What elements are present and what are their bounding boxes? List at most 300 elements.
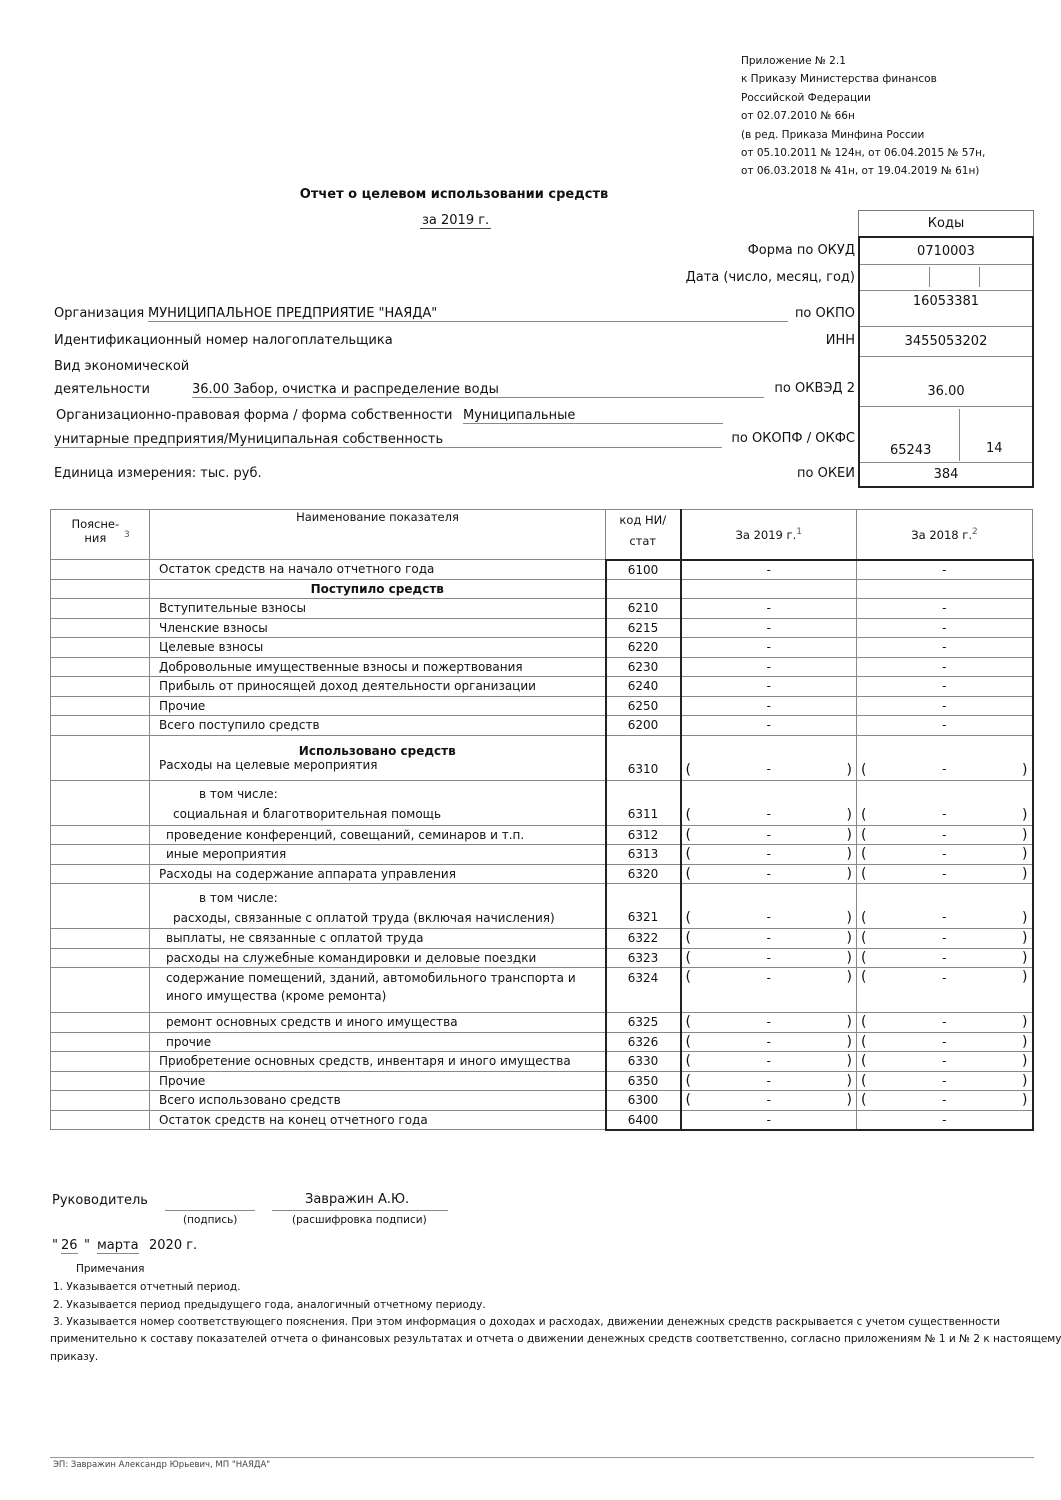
legal-form-label: Организационно-правовая форма / форма собственности <box>56 408 453 423</box>
table-row <box>51 825 1033 845</box>
table-row <box>51 780 1033 825</box>
code-cell: 6250 <box>606 696 681 716</box>
org-label: Организация <box>54 306 145 321</box>
code-cell: 6312 <box>606 825 681 845</box>
header-year-previous: За 2018 г.$^2$ <box>857 510 1033 560</box>
table-row <box>51 845 1033 865</box>
note-cell <box>51 657 150 677</box>
paren-open: ( <box>685 1092 691 1108</box>
value-previous-year <box>857 1052 1033 1072</box>
note-cell <box>51 864 150 884</box>
value-current-year <box>681 716 857 736</box>
paren-close: ) <box>846 1092 852 1108</box>
value: - <box>766 847 771 862</box>
paren-close: ) <box>1022 826 1028 843</box>
note-cell <box>51 825 150 845</box>
okopf-cell <box>860 407 1032 463</box>
okopf-label: по ОКОПФ / ОКФС <box>731 431 855 446</box>
note-item: 1. Указывается отчетный период. <box>53 1281 241 1293</box>
code-cell: 6321 <box>606 884 681 929</box>
paren-close: ) <box>846 969 852 985</box>
value-previous-year <box>857 677 1033 697</box>
date-quote-close: " <box>84 1238 90 1253</box>
paren-open: ( <box>861 949 867 966</box>
note-cell <box>51 884 150 929</box>
value-current-year <box>681 845 857 865</box>
value-current-year <box>681 864 857 884</box>
paren-open: ( <box>861 1033 867 1050</box>
signer-name: Завражин А.Ю. <box>305 1192 410 1207</box>
code-cell: 6325 <box>606 1013 681 1033</box>
table-row <box>51 1110 1033 1130</box>
value: - <box>766 806 771 821</box>
paren-close: ) <box>1022 949 1028 966</box>
value: - <box>766 971 771 985</box>
unit-label: Единица измерения: тыс. руб. <box>54 466 262 481</box>
value-current-year <box>681 735 857 780</box>
indicator-name: Всего поступило средств <box>150 716 606 736</box>
note-cell <box>51 735 150 780</box>
table-row <box>51 884 1033 929</box>
codes-box <box>858 236 1034 488</box>
report-title: Отчет о целевом использовании средств <box>299 187 609 202</box>
paren-open: ( <box>685 910 691 926</box>
note-item: 3. Указывается номер соответствующего пояснения. При этом информация о доходах и расходах, движении денежных средств раскрывается с учетом существенности <box>53 1316 1001 1328</box>
note-cell <box>51 1071 150 1091</box>
value-previous-year <box>857 929 1033 949</box>
paren-open: ( <box>685 1033 691 1050</box>
value: - <box>942 601 947 616</box>
table-row <box>51 968 1033 1013</box>
indicator-name: содержание помещений, зданий, автомобильного транспорта и иного имущества (кроме ремонта) <box>150 968 606 1013</box>
paren-open: ( <box>685 1072 691 1089</box>
paren-close: ) <box>1022 910 1028 926</box>
value-current-year <box>681 599 857 619</box>
activity-label-2: деятельности <box>54 382 150 397</box>
value: - <box>766 866 771 881</box>
indicator-name: Прочие <box>150 696 606 716</box>
sign-day: 26 <box>61 1238 78 1253</box>
value: - <box>766 761 771 776</box>
value-previous-year <box>857 638 1033 658</box>
codes-header: Коды <box>858 210 1034 236</box>
indicator-name: Прибыль от приносящей доход деятельности организации <box>150 677 606 697</box>
value-current-year <box>681 884 857 929</box>
value-previous-year <box>857 780 1033 825</box>
note-cell <box>51 716 150 736</box>
note-cell <box>51 929 150 949</box>
paren-open: ( <box>861 930 867 946</box>
value: - <box>942 1054 947 1069</box>
paren-close: ) <box>846 930 852 946</box>
table-row <box>51 618 1033 638</box>
table-row <box>51 735 1033 780</box>
value-current-year <box>681 780 857 825</box>
footer-divider <box>50 1457 1034 1458</box>
appendix-note <box>741 52 985 181</box>
value: - <box>766 562 771 577</box>
table-row <box>51 657 1033 677</box>
activity-label-1: Вид экономической <box>54 359 190 374</box>
value: - <box>942 827 947 842</box>
note-cell <box>51 845 150 865</box>
indicator-name: Вступительные взносы <box>150 599 606 619</box>
paren-close: ) <box>846 846 852 862</box>
paren-open: ( <box>861 1072 867 1089</box>
paren-close: ) <box>1022 930 1028 946</box>
value-current-year <box>681 1091 857 1111</box>
value: - <box>766 1034 771 1049</box>
paren-close: ) <box>846 1053 852 1069</box>
code-cell: 6200 <box>606 716 681 736</box>
paren-open: ( <box>861 1014 867 1030</box>
value-current-year <box>681 825 857 845</box>
table-row <box>51 677 1033 697</box>
value-current-year <box>681 1052 857 1072</box>
okud-value: 0710003 <box>860 238 1032 265</box>
paren-open: ( <box>685 865 691 882</box>
date-label: Дата (число, месяц, год) <box>685 270 855 285</box>
paren-open: ( <box>861 969 867 985</box>
indicator-name: Целевые взносы <box>150 638 606 658</box>
value-current-year <box>681 696 857 716</box>
value: - <box>942 679 947 694</box>
code-cell: 6400 <box>606 1110 681 1130</box>
indicator-name: прочие <box>150 1032 606 1052</box>
value-current-year <box>681 1013 857 1033</box>
indicator-name: выплаты, не связанные с оплатой труда <box>150 929 606 949</box>
value-current-year <box>681 579 857 599</box>
paren-close: ) <box>846 865 852 882</box>
paren-close: ) <box>1022 1072 1028 1089</box>
value-previous-year <box>857 579 1033 599</box>
table-row <box>51 716 1033 736</box>
code-cell <box>606 579 681 599</box>
note-cell <box>51 579 150 599</box>
paren-open: ( <box>685 969 691 985</box>
value-previous-year <box>857 560 1033 580</box>
indicator-name: расходы на служебные командировки и деловые поездки <box>150 948 606 968</box>
value-current-year <box>681 638 857 658</box>
value-previous-year <box>857 735 1033 780</box>
header-code: код НИ/стат <box>606 510 681 560</box>
inn-value: 3455053202 <box>860 327 1032 357</box>
paren-open: ( <box>861 910 867 926</box>
note-cell <box>51 948 150 968</box>
table-row <box>51 579 1033 599</box>
indicator-name: Добровольные имущественные взносы и пожертвования <box>150 657 606 677</box>
table-row <box>51 599 1033 619</box>
indicator-name: в том числе: социальная и благотворительная помощь <box>150 780 606 825</box>
indicator-name: ремонт основных средств и иного имущества <box>150 1013 606 1033</box>
paren-open: ( <box>861 865 867 882</box>
okud-label: Форма по ОКУД <box>747 243 855 258</box>
value: - <box>942 971 947 985</box>
code-cell: 6326 <box>606 1032 681 1052</box>
note-item: 2. Указывается период предыдущего года, аналогичный отчетному периоду. <box>53 1299 486 1311</box>
value-previous-year <box>857 1032 1033 1052</box>
value: - <box>766 931 771 946</box>
date-cell <box>860 265 1032 291</box>
code-cell: 6230 <box>606 657 681 677</box>
table-row <box>51 929 1033 949</box>
value-previous-year <box>857 599 1033 619</box>
value-previous-year <box>857 884 1033 929</box>
appendix-line: (в ред. Приказа Минфина России <box>741 128 925 141</box>
value: - <box>942 698 947 713</box>
note-item: приказу. <box>50 1351 99 1363</box>
appendix-line: Приложение № 2.1 <box>741 55 846 67</box>
code-cell: 6100 <box>606 560 681 580</box>
indicator-name: в том числе: расходы, связанные с оплатой труда (включая начисления) <box>150 884 606 929</box>
value: - <box>942 659 947 674</box>
value: - <box>766 698 771 713</box>
note-cell <box>51 1091 150 1111</box>
paren-open: ( <box>685 761 691 778</box>
appendix-line: от 05.10.2011 № 124н, от 06.04.2015 № 57н, <box>741 147 986 160</box>
paren-open: ( <box>685 930 691 946</box>
value-current-year <box>681 929 857 949</box>
indicator-name: Членские взносы <box>150 618 606 638</box>
indicator-name: Всего использовано средств <box>150 1091 606 1111</box>
table-row <box>51 1091 1033 1111</box>
value: - <box>766 1054 771 1069</box>
indicator-name: иные мероприятия <box>150 845 606 865</box>
code-cell: 6240 <box>606 677 681 697</box>
indicator-name: Расходы на содержание аппарата управления <box>150 864 606 884</box>
table-row <box>51 1052 1033 1072</box>
value: - <box>766 679 771 694</box>
indicator-name: Поступило средств <box>150 579 606 599</box>
paren-close: ) <box>1022 865 1028 882</box>
code-cell: 6310 <box>606 735 681 780</box>
paren-close: ) <box>1022 1092 1028 1108</box>
signature-line <box>165 1210 255 1211</box>
paren-open: ( <box>861 806 867 823</box>
value: - <box>766 950 771 965</box>
note-cell <box>51 560 150 580</box>
value-previous-year <box>857 968 1033 1013</box>
okei-value: 384 <box>933 467 959 482</box>
indicator-name: Приобретение основных средств, инвентаря и иного имущества <box>150 1052 606 1072</box>
note-item: применительно к составу показателей отчета о финансовых результатах и отчета о движении денежных средств соответственно, согласно приложениям № 1 и № 2 к настоящему <box>50 1333 1061 1345</box>
code-cell: 6215 <box>606 618 681 638</box>
value-current-year <box>681 618 857 638</box>
value-previous-year <box>857 1071 1033 1091</box>
signer-line <box>272 1210 448 1211</box>
note-cell <box>51 599 150 619</box>
value: - <box>942 1015 947 1030</box>
okopf-value: 65243 <box>890 443 932 458</box>
note-cell <box>51 696 150 716</box>
paren-open: ( <box>685 949 691 966</box>
paren-open: ( <box>861 1092 867 1108</box>
code-cell: 6324 <box>606 968 681 1013</box>
value: - <box>942 806 947 821</box>
paren-close: ) <box>1022 846 1028 862</box>
note-cell <box>51 780 150 825</box>
value: - <box>766 659 771 674</box>
value: - <box>766 1073 771 1088</box>
value-current-year <box>681 1071 857 1091</box>
appendix-line: от 02.07.2010 № 66н <box>741 110 855 123</box>
value: - <box>942 866 947 881</box>
value: - <box>766 910 771 924</box>
note-cell <box>51 618 150 638</box>
value: - <box>766 827 771 842</box>
value-previous-year <box>857 1091 1033 1111</box>
header-year-current: За 2019 г.$^1$ <box>681 510 857 560</box>
value: - <box>942 1093 947 1108</box>
footer-signature: ЭП: Завражин Александр Юрьевич, МП "НАЯДА" <box>53 1460 271 1470</box>
paren-open: ( <box>861 846 867 862</box>
notes-title: Примечания <box>76 1263 145 1275</box>
value: - <box>942 847 947 862</box>
code-cell: 6322 <box>606 929 681 949</box>
value: - <box>766 640 771 655</box>
paren-close: ) <box>846 1014 852 1030</box>
code-cell: 6220 <box>606 638 681 658</box>
paren-close: ) <box>1022 1053 1028 1069</box>
table-row <box>51 1071 1033 1091</box>
value: - <box>942 718 947 733</box>
paren-close: ) <box>846 826 852 843</box>
sign-year: 2020 г. <box>149 1238 198 1253</box>
indicator-name: Остаток средств на конец отчетного года <box>150 1110 606 1130</box>
signature-role: Руководитель <box>52 1193 148 1208</box>
note-cell <box>51 1052 150 1072</box>
value: - <box>766 601 771 616</box>
table-row <box>51 696 1033 716</box>
okfs-value: 14 <box>986 441 1003 456</box>
code-cell: 6320 <box>606 864 681 884</box>
paren-close: ) <box>846 1072 852 1089</box>
value: - <box>942 1034 947 1049</box>
table-row <box>51 948 1033 968</box>
paren-open: ( <box>861 826 867 843</box>
paren-close: ) <box>846 910 852 926</box>
value: - <box>766 1015 771 1030</box>
indicator-name: Использовано средств Расходы на целевые мероприятия <box>150 735 606 780</box>
table-row <box>51 638 1033 658</box>
code-cell: 6350 <box>606 1071 681 1091</box>
paren-close: ) <box>846 806 852 823</box>
signature-caption: (подпись) <box>183 1214 238 1226</box>
value: - <box>942 1073 947 1088</box>
table-header <box>51 510 1033 560</box>
paren-open: ( <box>685 846 691 862</box>
indicator-name: Остаток средств на начало отчетного года <box>150 560 606 580</box>
value: - <box>766 1093 771 1108</box>
table-row <box>51 560 1033 580</box>
paren-open: ( <box>685 806 691 823</box>
report-period: за 2019 г. <box>422 213 490 228</box>
value-previous-year <box>857 618 1033 638</box>
value: - <box>942 910 947 924</box>
appendix-line: от 06.03.2018 № 41н, от 19.04.2019 № 61н) <box>741 165 980 178</box>
value-previous-year <box>857 1013 1033 1033</box>
value: - <box>766 1112 771 1127</box>
value-current-year <box>681 560 857 580</box>
org-name: МУНИЦИПАЛЬНОЕ ПРЕДПРИЯТИЕ "НАЯДА" <box>148 306 788 322</box>
value-previous-year <box>857 696 1033 716</box>
header-note: Поясне-ния $^3$ <box>51 510 150 560</box>
value-current-year <box>681 968 857 1013</box>
value: - <box>942 640 947 655</box>
value-previous-year <box>857 716 1033 736</box>
code-cell: 6330 <box>606 1052 681 1072</box>
value-current-year <box>681 657 857 677</box>
okpo-label: по ОКПО <box>794 306 855 321</box>
paren-close: ) <box>846 761 852 778</box>
appendix-line: Российской Федерации <box>741 91 871 104</box>
paren-open: ( <box>861 1053 867 1069</box>
date-quote-open: " <box>52 1238 58 1253</box>
value-previous-year <box>857 657 1033 677</box>
decode-caption: (расшифровка подписи) <box>292 1214 427 1226</box>
table-row <box>51 1032 1033 1052</box>
indicator-name: Прочие <box>150 1071 606 1091</box>
value-current-year <box>681 677 857 697</box>
paren-close: ) <box>1022 969 1028 985</box>
table-row <box>51 1013 1033 1033</box>
note-cell <box>51 1032 150 1052</box>
value-current-year <box>681 1110 857 1130</box>
paren-close: ) <box>846 949 852 966</box>
paren-open: ( <box>685 826 691 843</box>
okpo-value: 16053381 <box>860 291 1032 327</box>
note-cell <box>51 1110 150 1130</box>
inn-label: ИНН <box>825 333 855 348</box>
paren-close: ) <box>1022 1014 1028 1030</box>
okved-value: 36.00 <box>860 357 1032 407</box>
paren-close: ) <box>1022 806 1028 823</box>
paren-open: ( <box>685 1014 691 1030</box>
value-current-year <box>681 1032 857 1052</box>
value: - <box>766 620 771 635</box>
sign-month: марта <box>97 1238 139 1253</box>
code-cell: 6210 <box>606 599 681 619</box>
appendix-line: к Приказу Министерства финансов <box>741 73 937 86</box>
okved-label: по ОКВЭД 2 <box>774 381 855 396</box>
legal-form-value-2: унитарные предприятия/Муниципальная собственность <box>54 432 722 448</box>
code-cell: 6313 <box>606 845 681 865</box>
paren-close: ) <box>846 1033 852 1050</box>
paren-close: ) <box>1022 1033 1028 1050</box>
value-previous-year <box>857 845 1033 865</box>
value: - <box>942 562 947 577</box>
value: - <box>942 950 947 965</box>
value: - <box>942 1112 947 1127</box>
value-previous-year <box>857 864 1033 884</box>
okei-label: по ОКЕИ <box>797 466 855 481</box>
value: - <box>942 620 947 635</box>
paren-close: ) <box>1022 761 1028 778</box>
note-cell <box>51 968 150 1013</box>
code-cell: 6300 <box>606 1091 681 1111</box>
activity-value: 36.00 Забор, очистка и распределение воды <box>192 382 764 398</box>
value-previous-year <box>857 1110 1033 1130</box>
report-table <box>50 509 1034 1131</box>
note-cell <box>51 638 150 658</box>
note-cell <box>51 677 150 697</box>
code-cell: 6323 <box>606 948 681 968</box>
table-row <box>51 864 1033 884</box>
inn-full-label: Идентификационный номер налогоплательщика <box>54 333 393 348</box>
header-name: Наименование показателя <box>150 510 606 560</box>
value: - <box>766 718 771 733</box>
note-cell <box>51 1013 150 1033</box>
